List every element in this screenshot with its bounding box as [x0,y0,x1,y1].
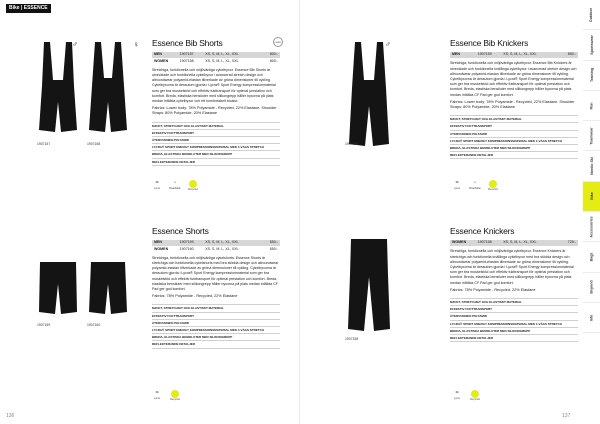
tab-training[interactable]: Training [583,61,600,91]
breathable-icon: ◦ Breathable [169,180,181,190]
recycled-icon: Recycled [186,180,200,191]
feature-item: BREDA, ELASTISKA BENSILUTER MED SILIKONGREPP [152,151,280,158]
breathable-icon: ◦ Breathable [469,180,481,190]
shorts-men-image [34,258,82,320]
icon-row [150,180,200,191]
page-number-left: 136 [6,413,15,419]
feature-item: REFLEKTERANDE DETALJER [152,159,280,166]
feature-item: MJUKT, STRETCHIGT OCH ELASTISKT MATERIAL [450,115,578,123]
tab-sportswear[interactable]: Sportswear [583,30,600,60]
size-table [450,52,578,58]
lycra-icon: ≈ Lycra [154,390,160,400]
category-tabs [583,0,600,424]
female-symbol: ♀ [133,40,139,49]
lycra-icon: ≈ Lycra [154,180,160,190]
feature-item: ÅTERVUNNEN POLYAMID [450,131,578,138]
product-description: Stretchiga, funktionella och miljövänliga cykelshorts. Essence Shorts är stretchiga och funktionella cykelshorts med bra stödda design och allroundwear polyamid-elastan tillverkade av gröna dimensioner till cykling. Cykelbyxorna är dessutom gjorda i Lycra® Sport Energy kompressionmaterial som ger bra muskelstöd och effektiv fukttransport för optimal prestation och komfort. Breda, elastiska bensiluter med silikongrepp håller byxorna på plats medan infällda CF Pad ger god komfort. [152,255,279,291]
size-row [152,58,280,64]
feature-item: EFFEKTIV FUKTTRANSPORT [152,130,280,137]
article-number: 1907157 [178,52,204,58]
price: 650:- [261,240,280,246]
feature-item: ÅTERVUNNEN POLYAMID [450,313,578,320]
feature-list [450,298,578,342]
feature-item: LYCRA® SPORT ENERGY KOMPRESSIONSMATERIAL MED 4-VÄGS STRETCH [152,144,280,151]
male-symbol: ♂ [385,40,391,49]
lycra-icon: ≈ Lycra [454,180,460,190]
tab-info[interactable]: Info [583,303,600,333]
tab-bike[interactable]: Bike [583,182,600,212]
size-row [450,52,578,58]
sizes: XS, S, M, L, XL, XXL [501,52,559,58]
sizes: XS, S, M, L, XL, XXL [205,246,239,251]
product-title: Essence Shorts [152,226,209,236]
tab-bags[interactable]: Bags [583,242,600,272]
sizes: XS, S, M, L, XL, XXL [203,240,261,246]
article-number: 1907160 [87,323,101,327]
article-number: 1907158 [476,240,502,246]
feature-item: MJUKT, STRETCHIGT OCH ELASTISKT MATERIAL [450,298,578,306]
product-title: Essence Bib Shorts [152,38,223,48]
gender: MEN [152,52,178,58]
shorts-women-image [84,258,132,320]
tab-outdoor[interactable]: Outdoor [583,0,600,30]
price: 850:- [559,52,578,58]
feature-item: ÅTERVUNNEN POLYAMID [152,320,280,327]
knickers-women-image [343,235,395,335]
size-table [152,52,280,65]
size-row [152,246,280,252]
recycled-icon: Recycled [468,390,482,401]
sizes: XS, S, M, L, XL, XXL [501,240,559,246]
article-number: 1907158 [345,337,359,341]
sizes: XS, S, M, L, XL, XXL [205,58,239,63]
price: 800:- [261,52,280,58]
product-description: Stretchiga, funktionella och miljövänliga cykelbyxor. Essence Bib Shorts är utvecklade och funktionella cykelbyxor i avancerad stretch design och allroundwear polyamid-elastan tillverkade av gröna dimensioner till cykling. Cykelbyxorna är dessutom gjorda i Lycra® Sport Energy kompressionmaterial som ger bra muskelstöd och effektiv fukttransport för optimal prestation och komfort. Breda, elastiska bensiluter med silikongrepp håller byxorna på plats medan infällda cykelbyxor och ett komfortabelt bioslut. [152,67,276,103]
feature-item: LYCRA® SPORT ENERGY KOMPRESSIONSMATERIAL MED 4-VÄGS STRETCH [450,321,578,328]
bib-shorts-men-image [34,38,82,138]
size-table [450,240,578,246]
fabric-info: Fabrics: Lower body: 78% Polyamide - Recycled, 22% Elastane. Shoulder Straps: 80% Polyamide, 20% Elastane [450,99,575,109]
fabric-info: Fabrics: Lower body: 78% Polyamide - Recycled, 22% Elastane. Shoulder Straps: 80% Polyamide, 20% Elastane [152,106,277,116]
feature-item: LYCRA® SPORT ENERGY KOMPRESSIONSMATERIAL MED 4-VÄGS STRETCH [152,327,280,334]
gender: WOMEN [154,246,169,251]
article-number: 1907159 [476,52,502,58]
fabric-info: Fabrics: 78% Polyamide - Recycled, 22% Elastane [152,294,238,299]
feature-list [152,304,280,348]
feature-item: BREDA, ELASTISKA BENSILUTER MED SILIKONGREPP [450,328,578,335]
icon-row [450,390,482,401]
tab-nordic-ski[interactable]: Nordic Ski [583,151,600,181]
page-number-right: 137 [562,413,571,419]
feature-item: BREDA, ELASTISKA BENSILUTER MED SILIKONGREPP [450,145,578,152]
article-number: 1907158 [179,58,194,63]
article-number: 1907160 [179,246,194,251]
page-spine [299,0,300,424]
product-section [152,38,280,166]
feature-item: ÅTERVUNNEN POLYAMID [152,137,280,144]
gender: MEN [450,52,476,58]
tab-accessories[interactable]: Accessories [583,212,600,242]
icon-row [150,390,182,401]
feature-item: EFFEKTIV FUKTTRANSPORT [450,123,578,130]
product-section [450,38,578,159]
gender: WOMEN [450,240,476,246]
article-number: 1907159 [345,142,359,146]
tab-run[interactable]: Run [583,91,600,121]
product-description: Stretchiga, funktionella och miljövänliga cykelbyxor. Essence Knickers är stretchiga och funktionella knälånga cykelbyxor med bra stödda design och allroundwear polyamid-elastan tillverkade av gröna dimensioner till cykling. Cykelbyxorna är dessutom gjorda i Lycra® Sport Energy kompressionmaterial som ger bra muskelstöd och effektiv fukttransport för optimal prestation och komfort. Breda, elastiska bensiluter med silikongrepp håller byxorna på plats medan infällda CF Pad ger god komfort. [450,249,574,285]
size-row [450,240,578,246]
product-section [450,226,578,342]
size-table [152,240,280,253]
tab-beyond[interactable]: Beyond [583,273,600,303]
feature-item: MJUKT, STRETCHIGT OCH ELASTISKT MATERIAL [152,304,280,312]
feature-item: REFLEKTERANDE DETALJER [450,335,578,342]
feature-item: EFFEKTIV FUKTTRANSPORT [152,313,280,320]
tab-teamwear[interactable]: Teamwear [583,121,600,151]
feature-item: LYCRA® SPORT ENERGY KOMPRESSIONSMATERIAL MED 4-VÄGS STRETCH [450,138,578,145]
feature-item: BREDA, ELASTISKA BENSILUTER MED SILIKONGREPP [152,334,280,341]
bib-shorts-women-image [84,38,132,138]
lycra-icon: ≈ Lycra [454,390,460,400]
article-number: 1907157 [37,142,51,146]
article-number: 1907159 [178,240,204,246]
article-number: 1907159 [37,323,51,327]
feature-list [450,115,578,159]
article-number: 1907158 [87,142,101,146]
product-description: Stretchiga, funktionella och miljövänliga cykelbyxor. Essence Bib Knickers är utvecklade och funktionella knälånga cykelbyxor i avancerad stretch design och allroundwear polyamid-elastan tillverkade av gröna dimensioner till cykling. Cykelbyxorna är dessutom gjorda i Lycra® Sport Energy kompressionmaterial som ger bra muskelstöd och effektiv fukttransport för optimal prestation och komfort. Breda, elastiska bensiluter med silikongrepp håller byxorna på plats medan infällda CF Pad ger god komfort. [450,61,577,97]
price: 650:- [269,246,278,251]
gender: WOMEN [154,58,169,63]
feature-list [152,122,280,166]
price: 725:- [559,240,578,246]
male-symbol: ♂ [72,40,78,49]
recycled-icon: Recycled [486,180,500,191]
price: 800:- [269,58,278,63]
bib-knickers-men-image [343,38,395,150]
fabric-info: Fabrics: 78% Polyamide - Recycled, 22% Elastane [450,287,536,292]
feature-item: REFLEKTERANDE DETALJER [152,341,280,348]
sizes: XS, S, M, L, XL, XXL [203,52,261,58]
product-title: Essence Bib Knickers [450,38,529,48]
recycled-icon: Recycled [168,390,182,401]
section-breadcrumb: Bike | ESSENCE [6,4,51,13]
brand-badge: CRAFT [273,37,283,47]
feature-item: REFLEKTERANDE DETALJER [450,152,578,159]
feature-item: EFFEKTIV FUKTTRANSPORT [450,306,578,313]
icon-row [450,180,500,191]
product-title: Essence Knickers [450,226,515,236]
feature-item: MJUKT, STRETCHIGT OCH ELASTISKT MATERIAL [152,122,280,130]
product-section [152,226,280,349]
gender: MEN [152,240,178,246]
